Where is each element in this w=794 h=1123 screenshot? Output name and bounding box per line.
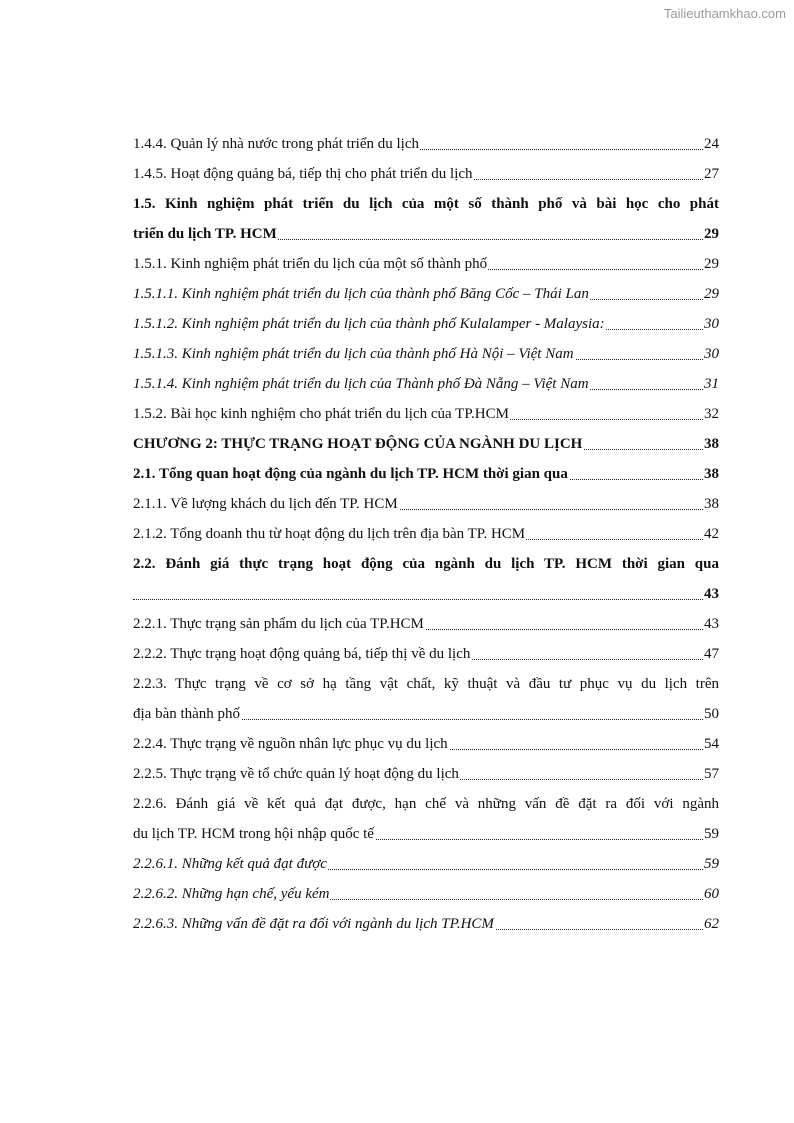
toc-entry-page: 30 [703,339,719,369]
toc-entry-1-5[interactable] [133,189,719,249]
toc-entry-page: 62 [703,909,719,939]
toc-entry-2-2-1[interactable] [133,609,719,639]
toc-entry-title-line2: triển du lịch TP. HCM [133,226,277,242]
watermark: Tailieuthamkhao.com [663,6,786,21]
toc-entry-2-1[interactable] [133,459,719,489]
toc-entry-title-line1: 2.2. Đánh giá thực trạng hoạt động của ngành du lịch TP. HCM thời gian qua [133,556,719,572]
toc-entry-2-2-6-3[interactable] [133,909,719,939]
toc-entry-title: 1.5.1.1. Kinh nghiệm phát triển du lịch của thành phố Băng Cốc – Thái Lan [133,286,589,302]
toc-entry-title: 1.5.1.4. Kinh nghiệm phát triển du lịch của Thành phố Đà Nẵng – Việt Nam [133,376,589,392]
toc-entry-1-4-4[interactable] [133,129,719,159]
toc-entry-title: 2.2.6.2. Những hạn chế, yếu kém [133,886,330,902]
toc-entry-page: 43 [703,579,719,609]
toc-entry-title: 1.5.1.2. Kinh nghiệm phát triển du lịch của thành phố Kulalamper - Malaysia: [133,316,605,332]
toc-entry-title: 2.2.5. Thực trạng về tổ chức quản lý hoạt động du lịch [133,766,459,782]
toc-entry-2-2-5[interactable] [133,759,719,789]
toc-entry-page: 29 [703,279,719,309]
toc-entry-page: 38 [703,429,719,459]
toc-entry-page: 47 [703,639,719,669]
toc-entry-chapter-2[interactable] [133,429,719,459]
toc-entry-2-2-3[interactable] [133,669,719,729]
toc-entry-title: 1.5.2. Bài học kinh nghiệm cho phát triển du lịch của TP.HCM [133,406,509,422]
toc-entry-title-line1: 2.2.3. Thực trạng về cơ sở hạ tầng vật chất, kỹ thuật và đầu tư phục vụ du lịch trên [133,676,719,692]
toc-entry-title-line1: 1.5. Kinh nghiệm phát triển du lịch của một số thành phố và bài học cho phát [133,196,719,212]
toc-entry-title: 2.1. Tổng quan hoạt động của ngành du lịch TP. HCM thời gian qua [133,466,568,482]
toc-entry-1-5-1-2[interactable] [133,309,719,339]
toc-entry-title-line1: 2.2.6. Đánh giá về kết quả đạt được, hạn chế và những vấn đề đặt ra đối với ngành [133,796,719,812]
table-of-contents [133,129,719,939]
toc-entry-title: 1.5.1. Kinh nghiệm phát triển du lịch của một số thành phố [133,256,488,272]
toc-entry-page: 27 [703,159,719,189]
toc-entry-title: 2.1.2. Tổng doanh thu từ hoạt động du lịch trên địa bàn TP. HCM [133,526,526,542]
toc-entry-2-2[interactable] [133,549,719,609]
toc-entry-page: 24 [703,129,719,159]
toc-entry-title: 2.2.6.3. Những vấn đề đặt ra đối với ngành du lịch TP.HCM [133,916,494,932]
toc-entry-title: CHƯƠNG 2: THỰC TRẠNG HOẠT ĐỘNG CỦA NGÀNH DU LỊCH [133,436,583,452]
toc-entry-title: 1.4.4. Quản lý nhà nước trong phát triển du lịch [133,136,420,152]
toc-entry-page: 59 [703,849,719,879]
toc-entry-title-line2: du lịch TP. HCM trong hội nhập quốc tế [133,826,374,842]
toc-entry-page: 38 [703,489,719,519]
toc-entry-title: 2.1.1. Về lượng khách du lịch đến TP. HCM [133,496,398,512]
toc-entry-page: 32 [703,399,719,429]
toc-entry-page: 31 [703,369,719,399]
toc-entry-title-line2: địa bàn thành phố [133,706,241,722]
toc-entry-1-5-1-1[interactable] [133,279,719,309]
toc-entry-page: 50 [703,699,719,729]
toc-entry-2-2-4[interactable] [133,729,719,759]
toc-entry-title: 2.2.2. Thực trạng hoạt động quảng bá, tiếp thị về du lịch [133,646,471,662]
toc-entry-1-5-1-3[interactable] [133,339,719,369]
toc-entry-1-4-5[interactable] [133,159,719,189]
toc-entry-2-2-2[interactable] [133,639,719,669]
toc-entry-page: 29 [703,219,719,249]
toc-entry-title: 2.2.6.1. Những kết quả đạt được [133,856,327,872]
toc-entry-page: 59 [703,819,719,849]
toc-entry-page: 29 [703,249,719,279]
toc-entry-page: 42 [703,519,719,549]
toc-entry-1-5-2[interactable] [133,399,719,429]
toc-entry-title: 2.2.4. Thực trạng về nguồn nhân lực phục vụ du lịch [133,736,448,752]
toc-entry-1-5-1[interactable] [133,249,719,279]
toc-entry-2-1-1[interactable] [133,489,719,519]
toc-entry-page: 54 [703,729,719,759]
toc-entry-2-2-6[interactable] [133,789,719,849]
toc-entry-2-2-6-1[interactable] [133,849,719,879]
toc-entry-2-2-6-2[interactable] [133,879,719,909]
toc-entry-page: 57 [703,759,719,789]
toc-entry-title: 2.2.1. Thực trạng sản phẩm du lịch của TP.HCM [133,616,424,632]
toc-entry-page: 38 [703,459,719,489]
toc-entry-page: 43 [703,609,719,639]
toc-entry-1-5-1-4[interactable] [133,369,719,399]
toc-entry-2-1-2[interactable] [133,519,719,549]
toc-entry-title: 1.4.5. Hoạt động quảng bá, tiếp thị cho phát triển du lịch [133,166,473,182]
toc-entry-page: 30 [703,309,719,339]
toc-entry-title: 1.5.1.3. Kinh nghiệm phát triển du lịch của thành phố Hà Nội – Việt Nam [133,346,574,362]
toc-entry-page: 60 [703,879,719,909]
